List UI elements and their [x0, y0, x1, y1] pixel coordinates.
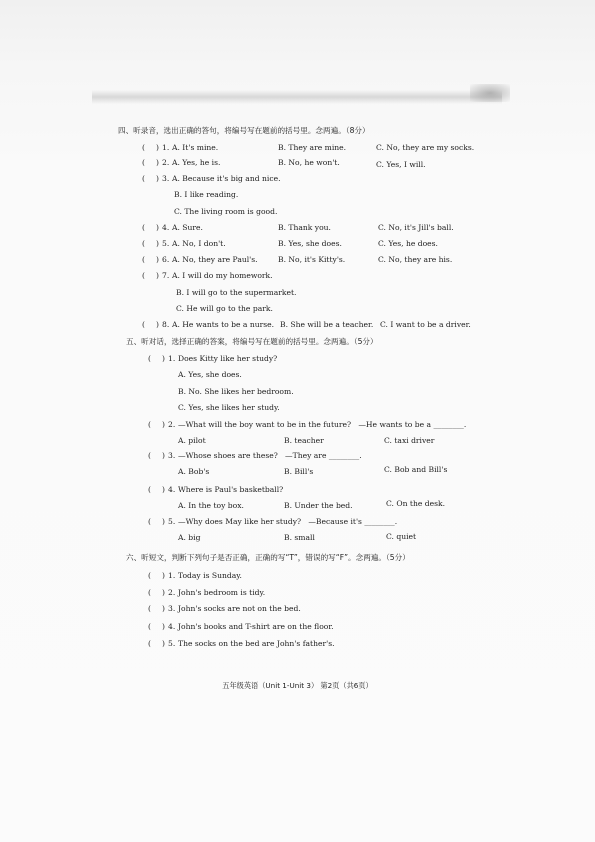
answer-bracket[interactable]: ( ): [142, 158, 159, 167]
answer-bracket[interactable]: ( ): [148, 571, 165, 580]
question-number: 2.: [162, 158, 170, 167]
question-number: 5.: [162, 239, 170, 248]
option-a: A. I will do my homework.: [172, 271, 273, 280]
option-c: C. Yes, she likes her study.: [178, 403, 280, 412]
option-b: B. I like reading.: [174, 190, 239, 199]
option-b: B. Bill's: [284, 467, 314, 476]
option-c: C. He will go to the park.: [176, 304, 273, 313]
question-number: 3.: [168, 604, 176, 613]
option-c: C. On the desk.: [386, 499, 446, 508]
option-b: B. No, he won't.: [278, 158, 340, 167]
option-b: B. teacher: [284, 436, 324, 445]
answer-bracket[interactable]: ( ): [148, 451, 165, 460]
option-b: B. Yes, she does.: [278, 239, 342, 248]
section-4-header: 四、听录音，选出正确的答句，将编号写在题前的括号里。念两遍。（8分）: [118, 126, 370, 135]
answer-bracket[interactable]: ( ): [148, 517, 165, 526]
option-c: C. No, it's Jill's ball.: [378, 223, 454, 232]
statement-text: John's bedroom is tidy.: [178, 588, 266, 597]
question-number: 8.: [162, 320, 170, 329]
option-c: C. Bob and Bill's: [384, 465, 448, 474]
option-c: C. No, they are my socks.: [376, 143, 475, 152]
option-b: B. No, it's Kitty's.: [278, 255, 346, 264]
option-c: C. taxi driver: [384, 436, 435, 445]
scan-shadow: [92, 90, 502, 104]
answer-bracket[interactable]: ( ): [142, 320, 159, 329]
answer-bracket[interactable]: ( ): [142, 223, 159, 232]
question-number: 3.: [168, 451, 176, 460]
option-a: A. Yes, he is.: [172, 158, 221, 167]
option-a: A. In the toy box.: [178, 501, 244, 510]
answer-bracket[interactable]: ( ): [148, 485, 165, 494]
option-a: A. No, I don't.: [172, 239, 226, 248]
scan-mark: [470, 84, 510, 102]
option-a: A. Sure.: [172, 223, 203, 232]
answer-bracket[interactable]: ( ): [142, 255, 159, 264]
option-b: B. She will be a teacher.: [280, 320, 374, 329]
option-a: A. Bob's: [178, 467, 210, 476]
option-c: C. No, they are his.: [378, 255, 453, 264]
option-a: A. big: [178, 533, 201, 542]
option-b: B. Thank you.: [278, 223, 331, 232]
option-c: C. Yes, he does.: [378, 239, 438, 248]
question-text: —Whose shoes are these? —They are ________.: [178, 451, 362, 460]
option-c: C. Yes, I will.: [376, 160, 426, 169]
question-number: 1.: [168, 571, 176, 580]
answer-bracket[interactable]: ( ): [148, 622, 165, 631]
question-number: 1.: [168, 354, 176, 363]
answer-bracket[interactable]: ( ): [142, 143, 159, 152]
option-b: B. No. She likes her bedroom.: [178, 387, 294, 396]
page-footer: 五年级英语（Unit 1-Unit 3） 第2页（共6页）: [222, 681, 373, 690]
answer-bracket[interactable]: ( ): [142, 239, 159, 248]
answer-bracket[interactable]: ( ): [148, 354, 165, 363]
option-b: B. I will go to the supermarket.: [176, 288, 297, 297]
option-c: C. quiet: [386, 532, 417, 541]
option-b: B. small: [284, 533, 315, 542]
answer-bracket[interactable]: ( ): [148, 604, 165, 613]
question-number: 4.: [168, 622, 176, 631]
question-number: 7.: [162, 271, 170, 280]
option-a: A. pilot: [178, 436, 206, 445]
answer-bracket[interactable]: ( ): [148, 420, 165, 429]
question-number: 2.: [168, 588, 176, 597]
question-text: —What will the boy want to be in the future? —He wants to be a ________.: [178, 420, 467, 429]
question-text: Where is Paul's basketball?: [178, 485, 284, 494]
option-a: A. He wants to be a nurse.: [172, 320, 275, 329]
option-a: A. No, they are Paul's.: [172, 255, 258, 264]
statement-text: John's books and T-shirt are on the floor.: [178, 622, 334, 631]
option-c: C. I want to be a driver.: [380, 320, 471, 329]
answer-bracket[interactable]: ( ): [148, 588, 165, 597]
question-number: 4.: [162, 223, 170, 232]
option-a: A. It's mine.: [172, 143, 219, 152]
statement-text: Today is Sunday.: [178, 571, 242, 580]
statement-text: The socks on the bed are John's father's.: [178, 639, 335, 648]
question-number: 5.: [168, 517, 176, 526]
question-number: 1.: [162, 143, 170, 152]
answer-bracket[interactable]: ( ): [142, 174, 159, 183]
question-number: 2.: [168, 420, 176, 429]
statement-text: John's socks are not on the bed.: [178, 604, 301, 613]
answer-bracket[interactable]: ( ): [148, 639, 165, 648]
option-b: B. Under the bed.: [284, 501, 353, 510]
option-a: A. Because it's big and nice.: [172, 174, 281, 183]
answer-bracket[interactable]: ( ): [142, 271, 159, 280]
question-text: Does Kitty like her study?: [178, 354, 278, 363]
question-number: 3.: [162, 174, 170, 183]
section-6-header: 六、听短文，判断下列句子是否正确，正确的写“T”，错误的写“F”。念两遍。（5分）: [126, 553, 410, 562]
option-c: C. The living room is good.: [174, 207, 278, 216]
section-5-header: 五、听对话，选择正确的答案，将编号写在题前的括号里。念两遍。（5分）: [126, 337, 378, 346]
option-a: A. Yes, she does.: [178, 370, 242, 379]
question-number: 4.: [168, 485, 176, 494]
question-number: 6.: [162, 255, 170, 264]
question-number: 5.: [168, 639, 176, 648]
question-text: —Why does May like her study? —Because it's ________.: [178, 517, 398, 526]
option-b: B. They are mine.: [278, 143, 347, 152]
